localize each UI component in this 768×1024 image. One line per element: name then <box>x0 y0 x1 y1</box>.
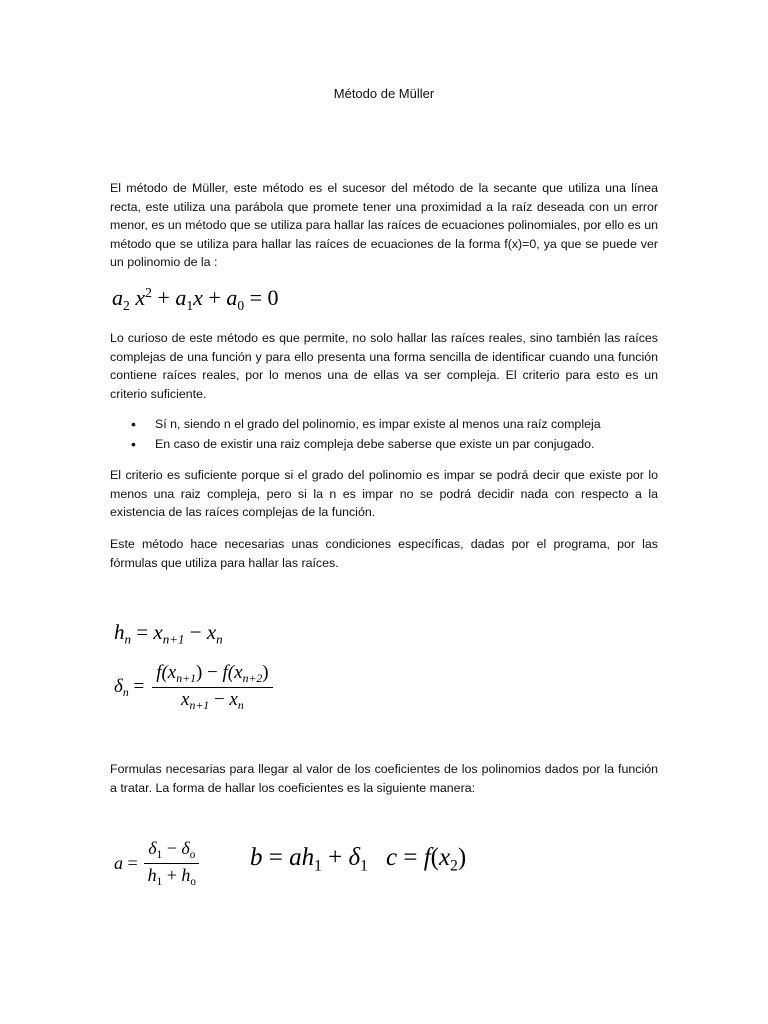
equation-delta: $\delta_n$ = $\frac{f(x_{n+1}) - f(x_{n+2})}{x_{n+1} - x_n}$ <box>114 662 273 713</box>
equation-polynomial: $a_2$ $x^2 + a_1x + a_0 = 0$ <box>112 285 279 313</box>
list-item: • Sí n, siendo n el grado del polinomio, es impar existe al menos una raíz compleja <box>110 414 658 434</box>
list-item: • En caso de existir una raiz compleja debe saberse que existe un par conjugado. <box>110 434 658 454</box>
criteria-list <box>110 414 658 454</box>
paragraph-formulas: Formulas necesarias para llegar al valor de los coeficientes de los polinomios dados por la función a tratar. La forma de hallar los coeficientes es la siguiente manera: <box>110 762 658 795</box>
document-title: Método de Müller <box>333 86 435 101</box>
equation-h: $h_n = x_{n+1} - x_n$ <box>114 620 223 647</box>
equation-coefficient-c: $c = f(x_2)$ <box>386 844 467 875</box>
paragraph-intro: El método de Müller, este método es el sucesor del método de la secante que utiliza una línea recta, este utiliza una parábola que promete tener una proximidad a la raíz deseada con un error menor, es un método que se utiliza para hallar las raíces de ecuaciones polinomiales, por ello es un método que se utiliza para hallar las raíces de ecuaciones de la forma f(x)=0, ya que se puede ver un polinomio de la : <box>110 181 658 269</box>
equation-coefficient-a: a = $\frac{\delta_1 - \delta_o}{h_1 + h_o}$ <box>114 838 200 890</box>
equation-coefficient-b: $b = ah_1 + \delta_1$ <box>250 844 368 875</box>
paragraph-curious: Lo curioso de este método es que permite, no solo hallar las raíces reales, sino también las raíces complejas de una función y para ello presenta una forma sencilla de identificar cuando una función contiene raíces reales, por lo menos una de ellas va ser compleja. El criterio para esto es un criterio suficiente. <box>110 331 658 401</box>
paragraph-conditions: Este método hace necesarias unas condiciones específicas, dadas por el programa, por las fórmulas que utiliza para hallar las raíces. <box>110 537 658 570</box>
paragraph-criterion: El criterio es suficiente porque si el grado del polinomio es impar se podrá decir que existe por lo menos una raiz compleja, pero si la n es impar no se podrá decidir nada con respecto a la existencia de las raíces complejas de la función. <box>110 468 658 519</box>
